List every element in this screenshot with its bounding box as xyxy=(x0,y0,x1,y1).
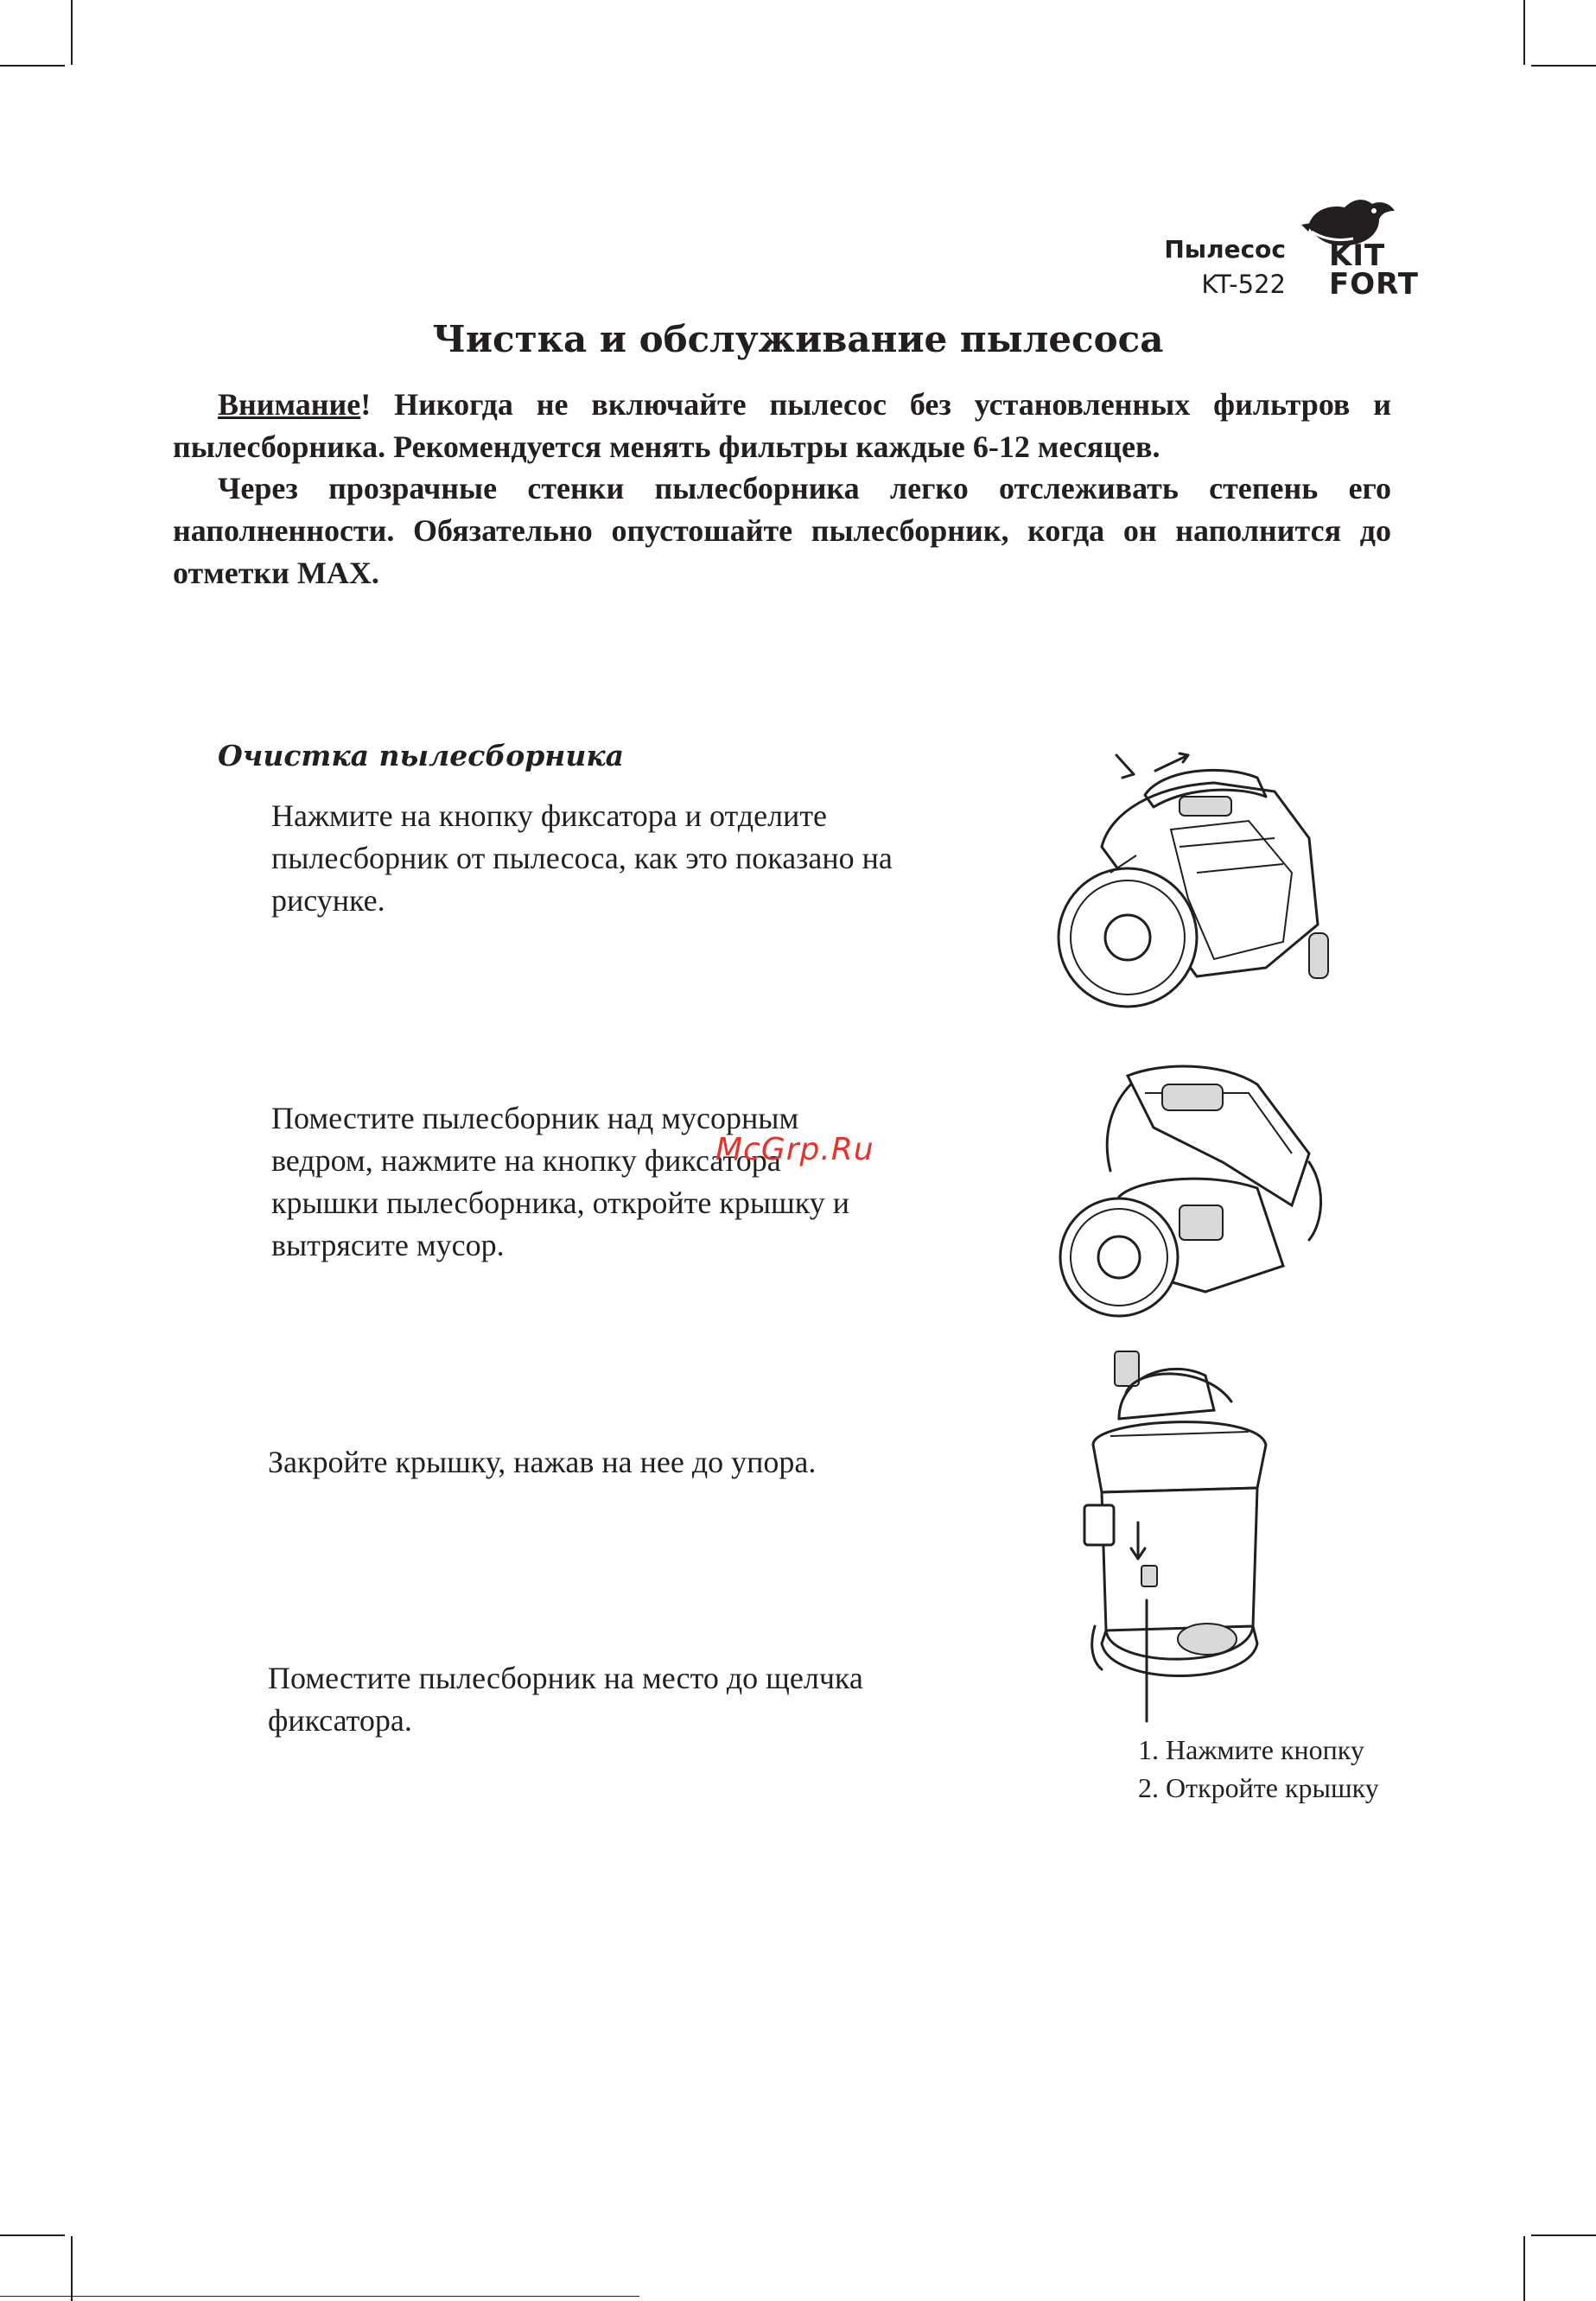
page-title: Чистка и обслуживание пылесоса xyxy=(432,318,1164,360)
crop-mark xyxy=(1531,2234,1596,2236)
step-4-text: Поместите пылесборник на место до щелчка фиксатора. xyxy=(268,1661,863,1738)
figure-note-1: 1. Нажмите кнопку xyxy=(1138,1734,1364,1765)
crop-mark xyxy=(1523,0,1525,65)
section-title: Очистка пылесборника xyxy=(218,739,625,772)
bottom-rule xyxy=(0,2296,639,2297)
watermark: McGrp.Ru xyxy=(715,1132,874,1167)
header-model: KT-522 xyxy=(1201,270,1286,299)
step-2-text: Поместите пылесборник над мусорным ведром, нажмите на кнопку фиксатора крышки пылесборника, откройте крышку и вытрясите мусор. xyxy=(271,1101,850,1262)
warning-text: ! Никогда не включайте пылесос без установленных фильтров и пылесборника. Рекомендуется менять фильтры каждые 6-12 месяцев. xyxy=(173,387,1391,464)
logo-line-1: KIT xyxy=(1329,238,1386,273)
warning-label: Внимание xyxy=(218,387,361,422)
crop-mark xyxy=(71,2236,73,2301)
crop-mark xyxy=(1531,65,1596,67)
figure-note-2: 2. Откройте крышку xyxy=(1138,1772,1379,1803)
dust-container-illustration xyxy=(1076,1341,1283,1730)
crop-mark xyxy=(0,2234,65,2236)
step-1-text: Нажмите на кнопку фиксатора и отделите пылесборник от пылесоса, как это показано на рисунке. xyxy=(271,798,893,918)
crop-mark xyxy=(1523,2236,1525,2301)
header-product: Пылесос xyxy=(1164,235,1286,264)
vacuum-open-lid-illustration xyxy=(1050,1058,1344,1318)
note-paragraph: Через прозрачные стенки пылесборника легко отслеживать степень его наполненности. Обязательно опустошайте пылесборник, когда он наполнится до отметки MAX. xyxy=(173,471,1391,590)
crop-mark xyxy=(0,65,65,67)
logo-line-2: FORT xyxy=(1329,267,1419,302)
vacuum-release-illustration xyxy=(1050,743,1361,1011)
step-3-text: Закройте крышку, нажав на нее до упора. xyxy=(268,1445,817,1479)
warning-paragraph xyxy=(173,384,1391,468)
crop-mark xyxy=(71,0,73,65)
